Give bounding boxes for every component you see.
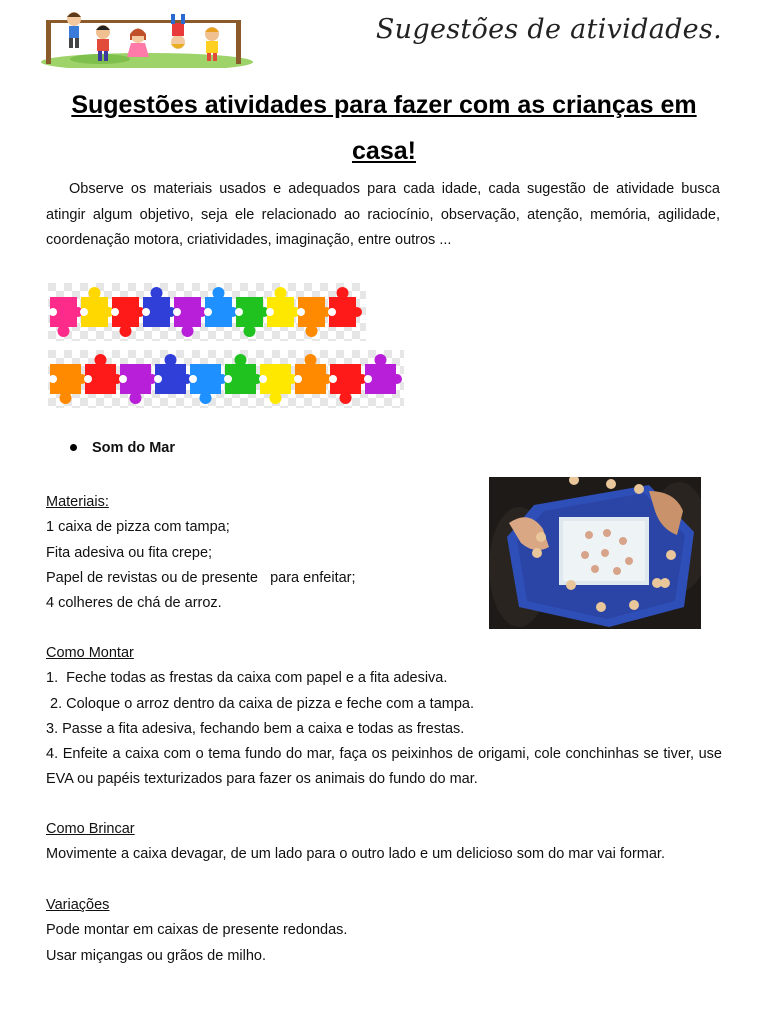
puzzle-border-strip-1 — [48, 283, 366, 341]
puzzle-border-strip-2 — [48, 350, 404, 408]
page-title: Sugestões atividades para fazer com as crianças em casa! — [71, 91, 697, 165]
variations-item: Usar miçangas ou grãos de milho. — [46, 947, 267, 964]
materials-heading: Materiais: — [46, 494, 109, 510]
kids-header-illustration — [40, 10, 254, 68]
variations-section — [46, 893, 722, 969]
play-section — [46, 817, 722, 868]
variations-item: Pode montar em caixas de presente redondas. — [46, 922, 348, 939]
materials-item: Papel de revistas ou de presente para enfeitar; — [46, 569, 356, 586]
assembly-step: 1. Feche todas as frestas da caixa com papel e a fita adesiva. — [46, 670, 448, 687]
assembly-step: 2. Coloque o arroz dentro da caixa de pizza e feche com a tampa. — [46, 695, 474, 712]
variations-heading: Variações — [46, 897, 110, 913]
play-heading: Como Brincar — [46, 821, 135, 837]
assembly-step: 4. Enfeite a caixa com o tema fundo do mar, faça os peixinhos de origami, cole conchinhas se tiver, use EVA ou papéis texturizados para fazer os animais do fundo do mar. — [46, 746, 722, 788]
assembly-section — [46, 641, 722, 793]
materials-item: 4 colheres de chá de arroz. — [46, 595, 222, 612]
assembly-heading: Como Montar — [46, 645, 134, 661]
pizza-box-photo — [489, 477, 701, 629]
activity-name: Som do Mar — [92, 440, 175, 456]
assembly-step: 3. Passe a fita adesiva, fechando bem a caixa e todas as frestas. — [46, 720, 465, 737]
bullet-icon — [70, 444, 77, 451]
materials-section — [46, 490, 466, 616]
play-text: Movimente a caixa devagar, de um lado para o outro lado e um delicioso som do mar vai formar. — [46, 846, 665, 863]
materials-item: Fita adesiva ou fita crepe; — [46, 544, 213, 561]
header-script-title: Sugestões de atividades. — [375, 14, 722, 45]
materials-item: 1 caixa de pizza com tampa; — [46, 519, 230, 536]
intro-paragraph: Observe os materiais usados e adequados para cada idade, cada sugestão de atividade busca atingir algum objetivo, seja ele relacionado ao raciocínio, observação, atenção, memória, agilidade, coordenação motora, criatividades, imaginação, entre outros ... — [46, 181, 720, 248]
activity-title — [70, 440, 175, 456]
